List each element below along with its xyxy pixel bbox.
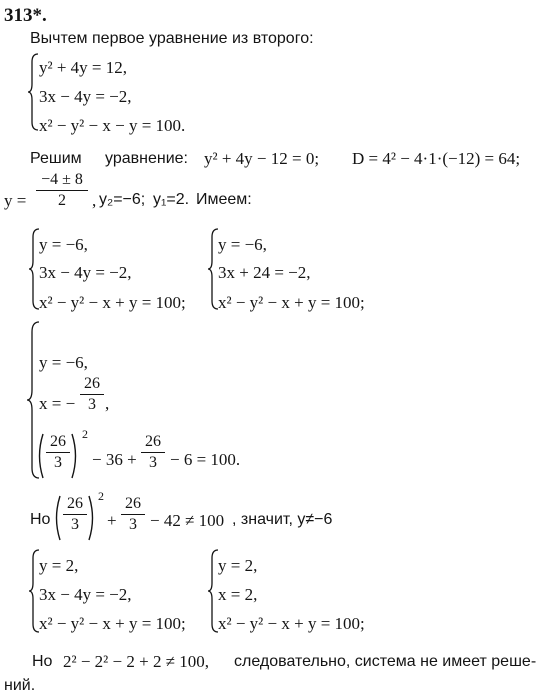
but-add-fraction [121,496,145,533]
system4-add-fraction [141,434,165,471]
quadratic-equation: y² + 4y − 12 = 0; [204,149,320,168]
final-expression: 2² − 2² − 2 + 2 ≠ 100, [63,652,210,671]
final-wrap: ний. [4,677,36,694]
intro-text: Вычтем первое уравнение из второго: [30,30,314,47]
system1-eq1: y² + 4y = 12, [39,58,128,77]
system2-eq2: 3x − 4y = −2, [39,263,132,282]
system5-eq2: 3x − 4y = −2, [39,585,132,604]
system4-add-den: 3 [149,454,157,471]
system4-mid: − 36 + [92,450,137,469]
system6-eq2: x = 2, [218,585,258,604]
but-sq-exp: 2 [98,489,104,503]
system4-sq-exp: 2 [82,427,88,441]
final-but: Но [32,653,53,670]
but-add-den: 3 [129,516,137,533]
system4-tail: − 6 = 100. [170,450,241,469]
equation-word: уравнение: [105,150,188,167]
system4-sq-den: 3 [54,454,62,471]
roots-fraction [36,172,88,209]
system3-eq3: x² − y² − x + y = 100; [218,293,365,312]
system3-eq2: 3x + 24 = −2, [218,263,311,282]
discriminant: D = 4² − 4·1·(−12) = 64; [352,149,521,168]
but-add-num: 26 [125,495,141,512]
system4-x-fraction [80,376,104,413]
roots-y-eq: y = [4,191,27,210]
solution-page: 313*. Вычтем первое уравнение из второго: y² + 4y = 12, 3x − 4y = −2, x² − y² − x − y = 100. Решим уравнение: y² + 4y − 12 = 0; D = 4² − 4·1·(−12) = 64; y = −4 ± 8 2 , y₂=−6; y₁=2. Имеем: y = −6, 3x − 4y = −2, x² − y² − x + y = 100; y = −6, 3x + 24 = −2, x² − y² − x + y = 100; y = −6, x = − 26 3 , 26 3 2 − 36 + 26 3 − 6 = 100. Но 26 3 2 + 26 3 − 42 ≠ 100 , значит, y≠−6 y = 2, 3x − 4y = −2, x² − y² − x + y = 100; y = 2, x = 2, x² − y² − x + y = 100; Но 2² − 2² − 2 + 2 ≠ 100, следовательно, система не имеет реше- ний. [4,5,537,694]
have-word: Имеем: [196,191,252,208]
system1-eq2: 3x − 4y = −2, [39,87,132,106]
system4-eq1: y = −6, [39,353,88,372]
system4-sq-fraction [46,434,70,471]
solve-word: Решим [30,150,82,167]
system4-x-fraction-num: 26 [84,375,100,392]
but-sq-num: 26 [67,495,83,512]
but-plus: + [107,511,117,530]
system2-eq1: y = −6, [39,235,88,254]
final-text: следовательно, система не имеет реше- [234,653,537,670]
problem-number: 313*. [4,5,47,26]
system5-eq3: x² − y² − x + y = 100; [39,614,186,633]
roots-fraction-numerator: −4 ± 8 [41,171,83,188]
system4-x-fraction-den: 3 [88,396,96,413]
but-tail: − 42 ≠ 100 [150,511,225,530]
system2-eq3: x² − y² − x + y = 100; [39,293,186,312]
system6-eq1: y = 2, [218,556,258,575]
system3-eq1: y = −6, [218,235,267,254]
system4-sq-num: 26 [50,433,66,450]
root-y1: y₁=2. [153,191,190,208]
but-conclusion: , значит, y≠−6 [232,511,333,528]
system6-eq3: x² − y² − x + y = 100; [218,614,365,633]
but-sq-fraction [63,496,87,533]
system4-x-eq: x = − [39,394,76,413]
system5-eq1: y = 2, [39,556,79,575]
system4-x-comma: , [105,394,110,413]
but-sq-den: 3 [71,516,79,533]
but-word: Но [30,511,51,528]
system4-add-num: 26 [145,433,161,450]
system1-eq3: x² − y² − x − y = 100. [39,116,186,135]
roots-fraction-denominator: 2 [58,192,66,209]
root-y2: y₂=−6; [99,191,146,208]
